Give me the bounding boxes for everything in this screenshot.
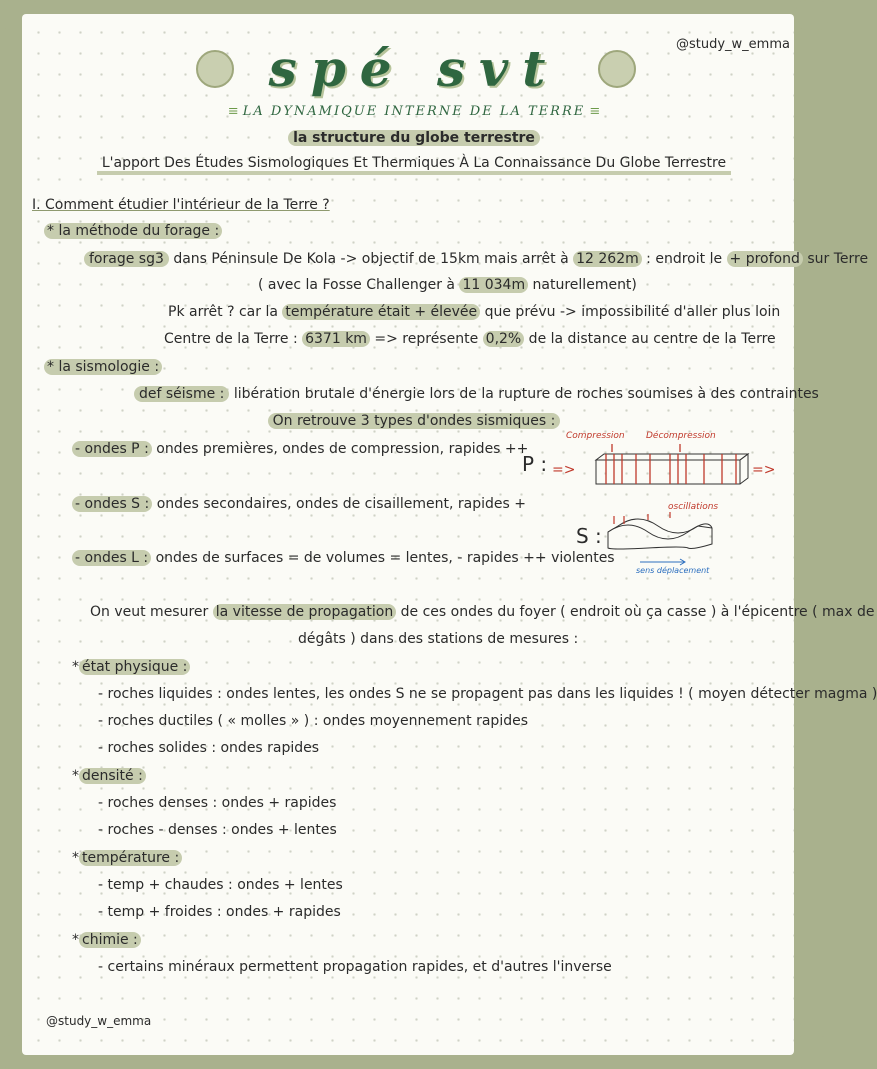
section-1-heading: I. Comment étudier l'intérieur de la Terre ? xyxy=(32,197,330,213)
forage-line-4: Centre de la Terre : 6371 km => représente 0,2% de la distance au centre de la Terre xyxy=(164,331,776,347)
seisme-definition: def séisme : libération brutale d'énergie lors de la rupture de roches soumises à des contraintes xyxy=(134,385,819,403)
etat-item-3: - roches solides : ondes rapides xyxy=(98,740,320,756)
binder-tab-bottom-right xyxy=(796,1035,828,1069)
forage-line-1: forage sg3 dans Péninsule De Kola -> objectif de 15km mais arrêt à 12 262m : endroit le + profond sur Terre xyxy=(84,250,868,268)
diagram-p-label: P : xyxy=(522,452,548,476)
forage-heading: * la méthode du forage : xyxy=(44,222,222,240)
densite-item-1: - roches denses : ondes + rapides xyxy=(98,795,337,811)
wave-types-intro: On retrouve 3 types d'ondes sismiques : xyxy=(0,412,828,430)
temperature-item-2: - temp + froides : ondes + rapides xyxy=(98,904,341,920)
densite-heading: * densité : xyxy=(72,767,146,785)
forage-line-2: ( avec la Fosse Challenger à 11 034m naturellement) xyxy=(258,277,637,293)
chimie-heading: * chimie : xyxy=(72,931,141,949)
diagram-arrow-in: => xyxy=(552,462,576,478)
chapter-heading: ≡ LA DYNAMIQUE INTERNE DE LA TERRE ≡ xyxy=(227,104,601,119)
etat-item-1: - roches liquides : ondes lentes, les ondes S ne se propagent pas dans les liquides ! ( moyen détecter magma ) xyxy=(98,686,877,702)
subtitle: la structure du globe terrestre xyxy=(0,129,828,147)
diagram-arrow-out: => xyxy=(752,462,776,478)
diagram-decompression-label: Décompression xyxy=(646,431,716,441)
vitesse-line-1: On veut mesurer la vitesse de propagation de ces ondes du foyer ( endroit où ça casse ) à l'épicentre ( max de xyxy=(90,604,875,620)
ondes-p: - ondes P : ondes premières, ondes de compression, rapides ++ xyxy=(72,440,528,458)
densite-item-2: - roches - denses : ondes + lentes xyxy=(98,822,337,838)
ondes-l: - ondes L : ondes de surfaces = de volumes = lentes, - rapides ++ violentes xyxy=(72,549,615,567)
diagram-oscillations-label: oscillations xyxy=(668,502,719,512)
forage-line-3: Pk arrêt ? car la température était + élevée que prévu -> impossibilité d'aller plus loin xyxy=(168,304,781,320)
diagram-sens-label: sens déplacement xyxy=(636,566,710,575)
temperature-item-1: - temp + chaudes : ondes + lentes xyxy=(98,877,343,893)
diagram-compression-label: Compression xyxy=(566,431,625,441)
etat-heading: * état physique : xyxy=(72,658,190,676)
p-wave-diagram xyxy=(570,442,750,490)
temperature-heading: * température : xyxy=(72,849,182,867)
etat-item-2: - roches ductiles ( « molles » ) : ondes moyennement rapides xyxy=(98,713,529,729)
vitesse-line-2: dégâts ) dans des stations de mesures : xyxy=(298,631,579,647)
diagram-s-label: S : xyxy=(576,524,602,548)
ondes-s: - ondes S : ondes secondaires, ondes de cisaillement, rapides + xyxy=(72,495,526,513)
watermark-bottom: @study_w_emma xyxy=(46,1014,152,1028)
chimie-item-1: - certains minéraux permettent propagation rapides, et d'autres l'inverse xyxy=(98,959,612,975)
binder-tab-top-right xyxy=(796,0,828,30)
sismologie-heading: * la sismologie : xyxy=(44,358,162,376)
lesson-title: L'apport Des Études Sismologiques Et Thermiques À La Connaissance Du Globe Terrestre xyxy=(0,154,828,172)
s-wave-diagram xyxy=(600,510,720,570)
watermark-top: @study_w_emma xyxy=(676,37,790,52)
page-title: spé svt xyxy=(268,39,560,98)
